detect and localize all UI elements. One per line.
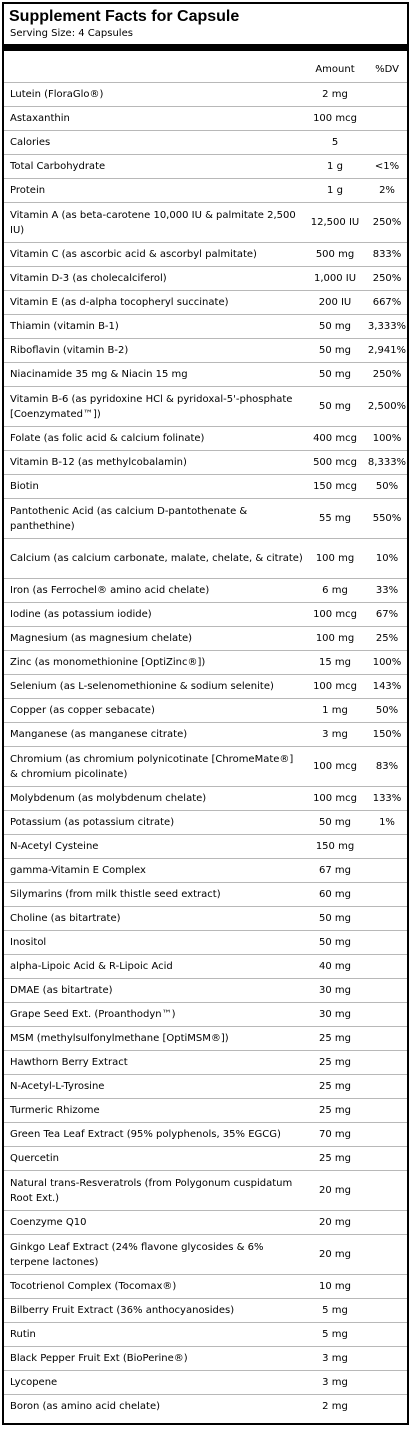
ingredient-amount: 25 mg xyxy=(319,1033,351,1044)
ingredient-dv: 10% xyxy=(375,553,399,564)
ingredient-amount: 2 mg xyxy=(322,1401,348,1412)
ingredient-name: Rutin xyxy=(10,1329,36,1340)
ingredient-dv: 83% xyxy=(375,761,399,772)
table-row xyxy=(4,82,407,106)
table-row xyxy=(4,1370,407,1394)
ingredient-name: Vitamin B-6 (as pyridoxine HCl & pyridoxal-5'-phosphate [Coenzymated™]) xyxy=(10,393,293,420)
ingredient-name: Turmeric Rhizome xyxy=(10,1105,100,1116)
ingredient-dv: 2,500% xyxy=(367,401,407,412)
ingredient-amount: 20 mg xyxy=(319,1217,351,1228)
ingredient-name: Thiamin (vitamin B-1) xyxy=(10,321,119,332)
ingredient-amount: 500 mcg xyxy=(313,457,357,468)
ingredient-dv: 667% xyxy=(372,297,402,308)
ingredient-name: Green Tea Leaf Extract (95% polyphenols, 35% EGCG) xyxy=(10,1129,281,1140)
ingredient-amount: 30 mg xyxy=(319,1009,351,1020)
ingredient-name: Vitamin C (as ascorbic acid & ascorbyl palmitate) xyxy=(10,249,257,260)
ingredient-name: Iodine (as potassium iodide) xyxy=(10,609,152,620)
ingredient-name: Calories xyxy=(10,137,51,148)
ingredient-name: Vitamin B-12 (as methylcobalamin) xyxy=(10,457,187,468)
ingredient-name: Silymarins (from milk thistle seed extract) xyxy=(10,889,221,900)
table-row xyxy=(4,1298,407,1322)
dv-column-header: %DV xyxy=(375,64,399,75)
panel-title: Supplement Facts for Capsule xyxy=(9,8,240,25)
table-row xyxy=(4,1146,407,1170)
ingredient-dv: 133% xyxy=(372,793,402,804)
ingredient-name: Magnesium (as magnesium chelate) xyxy=(10,633,193,644)
table-row xyxy=(4,602,407,626)
table-row xyxy=(4,154,407,178)
table-row xyxy=(4,954,407,978)
table-row xyxy=(4,1098,407,1122)
ingredient-amount: 55 mg xyxy=(319,513,351,524)
table-row xyxy=(4,1074,407,1098)
table-row xyxy=(4,626,407,650)
ingredient-name: Iron (as Ferrochel® amino acid chelate) xyxy=(10,585,210,596)
ingredient-name: Lutein (FloraGlo®) xyxy=(10,89,104,100)
ingredient-amount: 1 g xyxy=(327,185,343,196)
ingredient-name: Natural trans-Resveratrols (from Polygonum cuspidatum Root Ext.) xyxy=(10,1177,293,1204)
ingredient-amount: 1 g xyxy=(327,161,343,172)
ingredient-amount: 10 mg xyxy=(319,1281,351,1292)
ingredient-amount: 5 xyxy=(331,137,339,148)
ingredient-amount: 50 mg xyxy=(319,369,351,380)
ingredient-amount: 20 mg xyxy=(319,1249,351,1260)
column-header-row xyxy=(4,51,407,82)
ingredient-name: Lycopene xyxy=(10,1377,58,1388)
ingredient-name: Riboflavin (vitamin B-2) xyxy=(10,345,129,356)
ingredient-amount: 25 mg xyxy=(319,1081,351,1092)
table-row xyxy=(4,106,407,130)
ingredient-amount: 5 mg xyxy=(322,1329,348,1340)
ingredient-dv: 250% xyxy=(372,217,402,228)
table-row xyxy=(4,1274,407,1298)
ingredient-dv: 67% xyxy=(375,609,399,620)
table-row xyxy=(4,266,407,290)
table-row xyxy=(4,1002,407,1026)
table-row xyxy=(4,538,407,578)
ingredient-amount: 100 mg xyxy=(315,553,355,564)
ingredient-amount: 40 mg xyxy=(319,961,351,972)
ingredient-dv: 250% xyxy=(372,369,402,380)
table-row xyxy=(4,882,407,906)
ingredient-dv: 100% xyxy=(372,433,402,444)
table-row xyxy=(4,1026,407,1050)
ingredient-name: Choline (as bitartrate) xyxy=(10,913,121,924)
ingredient-amount: 25 mg xyxy=(319,1105,351,1116)
ingredient-amount: 100 mcg xyxy=(313,681,357,692)
ingredient-name: Copper (as copper sebacate) xyxy=(10,705,155,716)
ingredient-name: Selenium (as L-selenomethionine & sodium selenite) xyxy=(10,681,274,692)
ingredient-amount: 12,500 IU xyxy=(310,217,360,228)
ingredient-name: Pantothenic Acid (as calcium D-pantothenate & panthethine) xyxy=(10,505,248,532)
ingredient-name: Niacinamide 35 mg & Niacin 15 mg xyxy=(10,369,188,380)
ingredient-dv: 3,333% xyxy=(367,321,407,332)
ingredient-amount: 1 mg xyxy=(322,705,348,716)
ingredient-dv: 8,333% xyxy=(367,457,407,468)
table-row xyxy=(4,698,407,722)
ingredient-name: Biotin xyxy=(10,481,39,492)
ingredient-name: Potassium (as potassium citrate) xyxy=(10,817,175,828)
ingredient-amount: 100 mg xyxy=(315,633,355,644)
table-row xyxy=(4,498,407,538)
table-row xyxy=(4,450,407,474)
ingredient-name: Chromium (as chromium polynicotinate [ChromeMate®] & chromium picolinate) xyxy=(10,753,294,780)
table-row xyxy=(4,1122,407,1146)
table-row xyxy=(4,674,407,698)
table-row xyxy=(4,314,407,338)
table-row xyxy=(4,1394,407,1418)
table-row xyxy=(4,786,407,810)
table-row xyxy=(4,426,407,450)
table-row xyxy=(4,474,407,498)
ingredient-name: Inositol xyxy=(10,937,47,948)
table-row xyxy=(4,1210,407,1234)
ingredient-dv: 25% xyxy=(375,633,399,644)
ingredient-amount: 100 mcg xyxy=(313,761,357,772)
supplement-facts-panel xyxy=(2,2,409,1425)
table-row xyxy=(4,178,407,202)
table-row xyxy=(4,722,407,746)
ingredient-name: Ginkgo Leaf Extract (24% flavone glycosides & 6% terpene lactones) xyxy=(10,1241,264,1268)
ingredient-name: Astaxanthin xyxy=(10,113,70,124)
ingredient-amount: 30 mg xyxy=(319,985,351,996)
ingredient-dv: 143% xyxy=(372,681,402,692)
ingredient-name: Vitamin A (as beta-carotene 10,000 IU & palmitate 2,500 IU) xyxy=(10,209,296,236)
ingredient-table xyxy=(4,82,407,1418)
ingredient-name: Folate (as folic acid & calcium folinate) xyxy=(10,433,205,444)
ingredient-amount: 3 mg xyxy=(322,1353,348,1364)
ingredient-dv: 150% xyxy=(372,729,402,740)
ingredient-name: Quercetin xyxy=(10,1153,59,1164)
table-row xyxy=(4,906,407,930)
ingredient-dv: 550% xyxy=(372,513,402,524)
ingredient-amount: 50 mg xyxy=(319,345,351,356)
ingredient-amount: 50 mg xyxy=(319,321,351,332)
ingredient-amount: 50 mg xyxy=(319,937,351,948)
ingredient-amount: 100 mcg xyxy=(313,793,357,804)
ingredient-name: Tocotrienol Complex (Tocomax®) xyxy=(10,1281,177,1292)
table-row xyxy=(4,834,407,858)
ingredient-name: Manganese (as manganese citrate) xyxy=(10,729,188,740)
ingredient-amount: 3 mg xyxy=(322,729,348,740)
ingredient-dv: 2,941% xyxy=(367,345,407,356)
ingredient-amount: 70 mg xyxy=(319,1129,351,1140)
ingredient-dv: 100% xyxy=(372,657,402,668)
table-row xyxy=(4,202,407,242)
ingredient-amount: 150 mg xyxy=(315,841,355,852)
table-row xyxy=(4,362,407,386)
ingredient-dv: 833% xyxy=(372,249,402,260)
ingredient-amount: 500 mg xyxy=(315,249,355,260)
ingredient-amount: 6 mg xyxy=(322,585,348,596)
ingredient-amount: 60 mg xyxy=(319,889,351,900)
ingredient-name: Boron (as amino acid chelate) xyxy=(10,1401,161,1412)
ingredient-name: Coenzyme Q10 xyxy=(10,1217,87,1228)
ingredient-name: Vitamin D-3 (as cholecalciferol) xyxy=(10,273,167,284)
ingredient-name: Black Pepper Fruit Ext (BioPerine®) xyxy=(10,1353,188,1364)
ingredient-dv: 33% xyxy=(375,585,399,596)
table-row xyxy=(4,650,407,674)
ingredient-amount: 50 mg xyxy=(319,913,351,924)
table-row xyxy=(4,810,407,834)
ingredient-dv: 1% xyxy=(379,817,395,828)
serving-size: Serving Size: 4 Capsules xyxy=(10,28,133,39)
ingredient-name: Calcium (as calcium carbonate, malate, chelate, & citrate) xyxy=(10,553,303,564)
table-row xyxy=(4,858,407,882)
ingredient-amount: 150 mcg xyxy=(313,481,357,492)
ingredient-name: Total Carbohydrate xyxy=(10,161,106,172)
ingredient-name: N-Acetyl-L-Tyrosine xyxy=(10,1081,105,1092)
table-row xyxy=(4,338,407,362)
ingredient-name: N-Acetyl Cysteine xyxy=(10,841,99,852)
table-row xyxy=(4,1170,407,1210)
ingredient-amount: 200 IU xyxy=(318,297,352,308)
ingredient-name: Zinc (as monomethionine [OptiZinc®]) xyxy=(10,657,206,668)
table-row xyxy=(4,242,407,266)
ingredient-amount: 2 mg xyxy=(322,89,348,100)
ingredient-amount: 25 mg xyxy=(319,1153,351,1164)
ingredient-amount: 15 mg xyxy=(319,657,351,668)
ingredient-dv: 250% xyxy=(372,273,402,284)
ingredient-amount: 100 mcg xyxy=(313,113,357,124)
table-row xyxy=(4,1346,407,1370)
table-row xyxy=(4,290,407,314)
ingredient-name: Grape Seed Ext. (Proanthodyn™) xyxy=(10,1009,176,1020)
heavy-divider xyxy=(4,44,407,51)
ingredient-name: MSM (methylsulfonylmethane [OptiMSM®]) xyxy=(10,1033,229,1044)
ingredient-name: Protein xyxy=(10,185,46,196)
ingredient-dv: 50% xyxy=(375,705,399,716)
table-row xyxy=(4,386,407,426)
table-row xyxy=(4,1322,407,1346)
ingredient-amount: 1,000 IU xyxy=(313,273,357,284)
ingredient-amount: 50 mg xyxy=(319,817,351,828)
ingredient-name: Hawthorn Berry Extract xyxy=(10,1057,128,1068)
amount-column-header: Amount xyxy=(315,64,355,75)
table-row xyxy=(4,130,407,154)
table-row xyxy=(4,746,407,786)
table-row xyxy=(4,1234,407,1274)
ingredient-amount: 3 mg xyxy=(322,1377,348,1388)
ingredient-name: Molybdenum (as molybdenum chelate) xyxy=(10,793,207,804)
ingredient-amount: 25 mg xyxy=(319,1057,351,1068)
ingredient-dv: 50% xyxy=(375,481,399,492)
table-row xyxy=(4,578,407,602)
table-row xyxy=(4,978,407,1002)
ingredient-name: Bilberry Fruit Extract (36% anthocyanosides) xyxy=(10,1305,235,1316)
ingredient-name: alpha-Lipoic Acid & R-Lipoic Acid xyxy=(10,961,173,972)
ingredient-amount: 67 mg xyxy=(319,865,351,876)
ingredient-dv: 2% xyxy=(379,185,395,196)
ingredient-dv: <1% xyxy=(374,161,400,172)
ingredient-amount: 20 mg xyxy=(319,1185,351,1196)
ingredient-amount: 100 mcg xyxy=(313,609,357,620)
ingredient-name: DMAE (as bitartrate) xyxy=(10,985,113,996)
ingredient-name: Vitamin E (as d-alpha tocopheryl succinate) xyxy=(10,297,229,308)
table-row xyxy=(4,930,407,954)
ingredient-name: gamma-Vitamin E Complex xyxy=(10,865,146,876)
table-row xyxy=(4,1050,407,1074)
ingredient-amount: 50 mg xyxy=(319,401,351,412)
ingredient-amount: 400 mcg xyxy=(313,433,357,444)
ingredient-amount: 5 mg xyxy=(322,1305,348,1316)
